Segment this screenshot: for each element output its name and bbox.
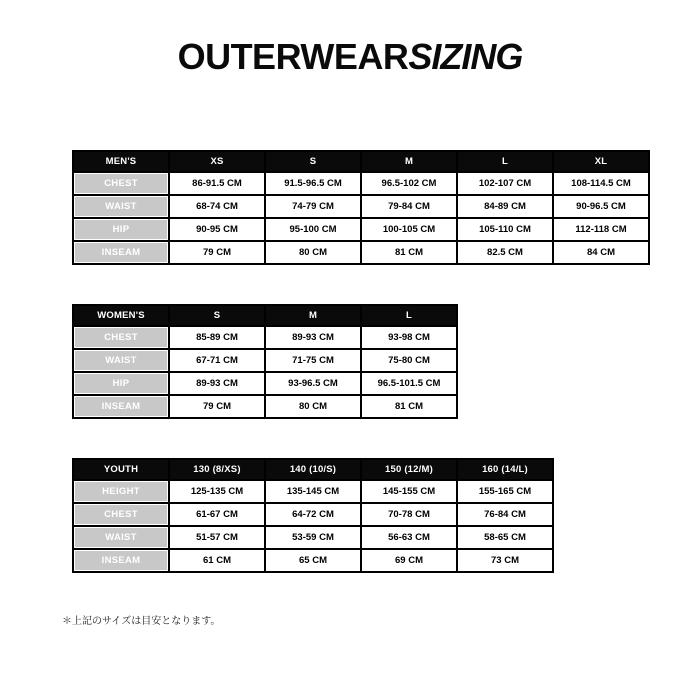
- mens-hip-value: 100-105 CM: [361, 218, 457, 241]
- mens-row-label-inseam: INSEAM: [73, 241, 169, 264]
- size-tables-container: [72, 150, 700, 573]
- womens-row-label-inseam: INSEAM: [73, 395, 169, 418]
- mens-row-chest: [73, 172, 649, 195]
- youth-height-value: 155-165 CM: [457, 480, 553, 503]
- youth-inseam-value: 73 CM: [457, 549, 553, 572]
- youth-size-table: [72, 458, 554, 573]
- title-outerwear: OUTERWEAR: [177, 36, 409, 77]
- page-title: [0, 0, 700, 76]
- womens-hip-value: 89-93 CM: [169, 372, 265, 395]
- womens-inseam-value: 81 CM: [361, 395, 457, 418]
- mens-row-waist: [73, 195, 649, 218]
- footnote-text: ＊上記のサイズは目安となります。: [62, 615, 221, 627]
- youth-height-value: 125-135 CM: [169, 480, 265, 503]
- mens-hip-value: 105-110 CM: [457, 218, 553, 241]
- womens-size-table: [72, 304, 458, 419]
- mens-header-l: L: [457, 151, 553, 172]
- mens-chest-value: 96.5-102 CM: [361, 172, 457, 195]
- youth-inseam-value: 65 CM: [265, 549, 361, 572]
- mens-inseam-value: 79 CM: [169, 241, 265, 264]
- youth-header-130-8-xs: 130 (8/XS): [169, 459, 265, 480]
- mens-chest-value: 86-91.5 CM: [169, 172, 265, 195]
- womens-row-inseam: [73, 395, 457, 418]
- youth-chest-value: 76-84 CM: [457, 503, 553, 526]
- mens-inseam-value: 82.5 CM: [457, 241, 553, 264]
- mens-inseam-value: 80 CM: [265, 241, 361, 264]
- womens-hip-value: 93-96.5 CM: [265, 372, 361, 395]
- youth-row-inseam: [73, 549, 553, 572]
- mens-waist-value: 90-96.5 CM: [553, 195, 649, 218]
- womens-chest-value: 85-89 CM: [169, 326, 265, 349]
- youth-waist-value: 51-57 CM: [169, 526, 265, 549]
- womens-chest-value: 89-93 CM: [265, 326, 361, 349]
- youth-row-label-waist: WAIST: [73, 526, 169, 549]
- title-sizing: SIZING: [408, 36, 523, 77]
- youth-row-label-inseam: INSEAM: [73, 549, 169, 572]
- youth-waist-value: 58-65 CM: [457, 526, 553, 549]
- womens-inseam-value: 80 CM: [265, 395, 361, 418]
- womens-row-hip: [73, 372, 457, 395]
- mens-waist-value: 79-84 CM: [361, 195, 457, 218]
- mens-row-inseam: [73, 241, 649, 264]
- mens-hip-value: 95-100 CM: [265, 218, 361, 241]
- youth-header-140-10-s: 140 (10/S): [265, 459, 361, 480]
- mens-row-label-hip: HIP: [73, 218, 169, 241]
- youth-row-label-height: HEIGHT: [73, 480, 169, 503]
- womens-hip-value: 96.5-101.5 CM: [361, 372, 457, 395]
- mens-header-xl: XL: [553, 151, 649, 172]
- mens-row-hip: [73, 218, 649, 241]
- youth-inseam-value: 69 CM: [361, 549, 457, 572]
- womens-row-label-chest: CHEST: [73, 326, 169, 349]
- mens-chest-value: 102-107 CM: [457, 172, 553, 195]
- youth-row-label-chest: CHEST: [73, 503, 169, 526]
- mens-inseam-value: 81 CM: [361, 241, 457, 264]
- womens-row-label-waist: WAIST: [73, 349, 169, 372]
- womens-row-waist: [73, 349, 457, 372]
- womens-header-m: M: [265, 305, 361, 326]
- youth-waist-value: 53-59 CM: [265, 526, 361, 549]
- mens-hip-value: 112-118 CM: [553, 218, 649, 241]
- womens-header-s: S: [169, 305, 265, 326]
- youth-inseam-value: 61 CM: [169, 549, 265, 572]
- youth-waist-value: 56-63 CM: [361, 526, 457, 549]
- mens-waist-value: 84-89 CM: [457, 195, 553, 218]
- youth-height-value: 135-145 CM: [265, 480, 361, 503]
- youth-header-category: YOUTH: [73, 459, 169, 480]
- youth-header-150-12-m: 150 (12/M): [361, 459, 457, 480]
- youth-chest-value: 70-78 CM: [361, 503, 457, 526]
- mens-header-m: M: [361, 151, 457, 172]
- womens-chest-value: 93-98 CM: [361, 326, 457, 349]
- mens-hip-value: 90-95 CM: [169, 218, 265, 241]
- womens-header-category: WOMEN'S: [73, 305, 169, 326]
- mens-header-row: [73, 151, 649, 172]
- mens-chest-value: 108-114.5 CM: [553, 172, 649, 195]
- mens-header-s: S: [265, 151, 361, 172]
- womens-waist-value: 67-71 CM: [169, 349, 265, 372]
- mens-chest-value: 91.5-96.5 CM: [265, 172, 361, 195]
- youth-chest-value: 64-72 CM: [265, 503, 361, 526]
- womens-header-row: [73, 305, 457, 326]
- mens-row-label-chest: CHEST: [73, 172, 169, 195]
- mens-header-category: MEN'S: [73, 151, 169, 172]
- youth-row-height: [73, 480, 553, 503]
- womens-row-label-hip: HIP: [73, 372, 169, 395]
- womens-inseam-value: 79 CM: [169, 395, 265, 418]
- youth-row-waist: [73, 526, 553, 549]
- youth-row-chest: [73, 503, 553, 526]
- mens-row-label-waist: WAIST: [73, 195, 169, 218]
- mens-header-xs: XS: [169, 151, 265, 172]
- womens-waist-value: 71-75 CM: [265, 349, 361, 372]
- mens-waist-value: 68-74 CM: [169, 195, 265, 218]
- mens-inseam-value: 84 CM: [553, 241, 649, 264]
- mens-waist-value: 74-79 CM: [265, 195, 361, 218]
- womens-waist-value: 75-80 CM: [361, 349, 457, 372]
- youth-height-value: 145-155 CM: [361, 480, 457, 503]
- womens-row-chest: [73, 326, 457, 349]
- youth-chest-value: 61-67 CM: [169, 503, 265, 526]
- youth-header-row: [73, 459, 553, 480]
- youth-header-160-14-l: 160 (14/L): [457, 459, 553, 480]
- womens-header-l: L: [361, 305, 457, 326]
- mens-size-table: [72, 150, 650, 265]
